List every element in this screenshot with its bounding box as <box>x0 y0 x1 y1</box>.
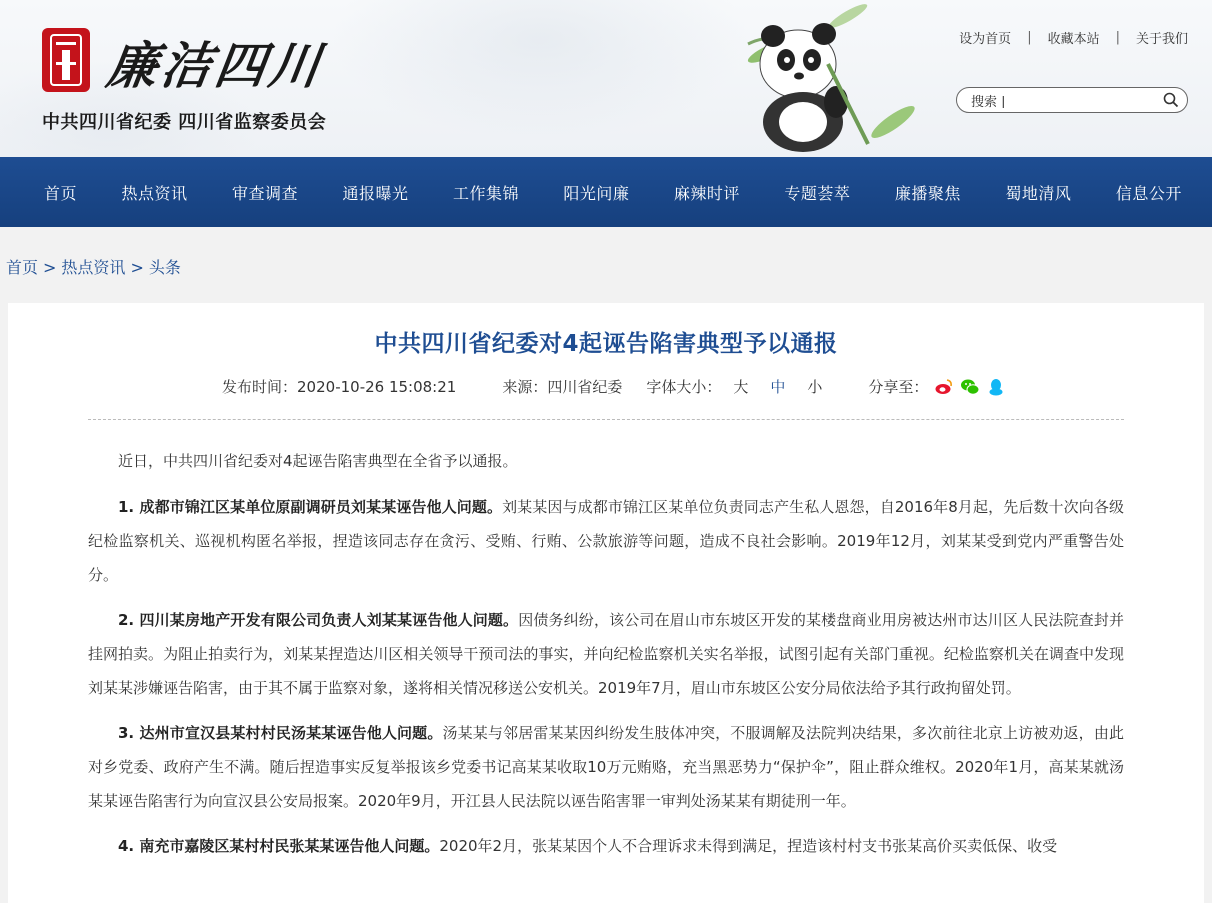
set-homepage-link[interactable]: 设为首页 <box>959 32 1012 47</box>
case-paragraph <box>88 716 1124 818</box>
font-size-small-button[interactable]: 小 <box>807 378 823 396</box>
nav-item-home[interactable]: 首页 <box>44 183 78 203</box>
nav-item-investigation[interactable]: 审查调查 <box>231 183 298 203</box>
source-value: 四川省纪委 <box>547 378 623 396</box>
nav-item-work-highlights[interactable]: 工作集锦 <box>452 183 519 203</box>
case-paragraph <box>88 829 1124 863</box>
article-title: 中共四川省纪委对4起诬告陷害典型予以通报 <box>374 331 838 357</box>
nav-item-special-topics[interactable]: 专题荟萃 <box>784 183 851 203</box>
breadcrumb-home[interactable]: 首页 <box>6 258 39 277</box>
share-label: 分享至： <box>868 378 929 396</box>
search-input[interactable] <box>971 93 1163 108</box>
article-intro: 近日，中共四川省纪委对4起诬告陷害典型在全省予以通报。 <box>118 452 518 470</box>
breadcrumb-current[interactable]: 头条 <box>148 258 181 277</box>
case-paragraph <box>88 603 1124 705</box>
panda-illustration <box>728 4 918 154</box>
nav-item-shu-breeze[interactable]: 蜀地清风 <box>1005 183 1072 203</box>
breadcrumb-section[interactable]: 热点资讯 <box>61 258 126 277</box>
breadcrumb <box>0 227 1212 303</box>
search-box <box>956 87 1188 113</box>
nav-item-commentary[interactable]: 麻辣时评 <box>673 183 740 203</box>
logo-calligraphy[interactable]: 廉洁四川 <box>103 36 328 95</box>
nav-item-broadcast[interactable]: 廉播聚焦 <box>894 183 961 203</box>
article-body <box>88 444 1124 863</box>
weibo-icon[interactable] <box>934 377 954 397</box>
publish-time: 2020-10-26 15:08:21 <box>297 377 457 396</box>
case-heading: 1. 成都市锦江区某单位原副调研员刘某某诬告他人问题。 <box>118 498 503 516</box>
font-size-medium-button[interactable]: 中 <box>770 378 786 396</box>
article-meta <box>88 376 1124 397</box>
case-body: 汤某某与邻居雷某某因纠纷发生肢体冲突，不服调解及法院判决结果，多次前往北京上访被劝返，由此对乡党委、政府产生不满。随后捏造事实反复举报该乡党委书记高某某收取10万元贿赂，充当黑恶势力“保护伞”，阻止群众维权。2020年1月，高某某就汤某某诬告陷害行为向宣汉县公安局报案。2020年9月，开江县人民法院以诬告陷害罪一审判处汤某某有期徒刑一年。 <box>88 724 1124 810</box>
case-body: 2020年2月，张某某因个人不合理诉求未得到满足，捏造该村村支书张某高价买卖低保、收受 <box>439 837 1058 855</box>
separator: | <box>1027 30 1032 45</box>
top-links <box>959 28 1188 47</box>
meta-divider <box>88 419 1124 420</box>
breadcrumb-separator: > <box>43 258 57 277</box>
case-body: 因债务纠纷，该公司在眉山市东坡区开发的某楼盘商业用房被达州市达川区人民法院查封并挂网拍卖。为阻止拍卖行为，刘某某捏造达川区相关领导干预司法的事实，并向纪检监察机关实名举报，试图引起有关部门重视。纪检监察机关在调查中发现刘某某涉嫌诬告陷害，由于其不属于监察对象，遂将相关情况移送公安机关。2019年7月，眉山市东坡区公安分局依法给予其行政拘留处罚。 <box>88 611 1124 697</box>
font-size-large-button[interactable]: 大 <box>733 378 749 396</box>
wechat-icon[interactable] <box>960 377 980 397</box>
ink-background <box>330 0 750 140</box>
case-heading: 2. 四川某房地产开发有限公司负责人刘某某诬告他人问题。 <box>118 611 519 629</box>
case-body: 刘某某因与成都市锦江区某单位负责同志产生私人恩怨，自2016年8月起，先后数十次向各级纪检监察机关、巡视机构匿名举报，捏造该同志存在贪污、受贿、行贿、公款旅游等问题，造成不良社会影响。2019年12月，刘某某受到党内严重警告处分。 <box>88 498 1124 584</box>
about-us-link[interactable]: 关于我们 <box>1135 32 1188 47</box>
case-heading: 4. 南充市嘉陵区某村村民张某某诬告他人问题。 <box>118 837 440 855</box>
case-paragraph <box>88 490 1124 592</box>
nav-item-exposure[interactable]: 通报曝光 <box>342 183 409 203</box>
publish-label: 发布时间： <box>222 378 298 396</box>
font-size-label: 字体大小： <box>646 378 722 396</box>
nav-item-hot-news[interactable]: 热点资讯 <box>121 183 188 203</box>
nav-item-info-disclosure[interactable]: 信息公开 <box>1115 183 1182 203</box>
logo-seal[interactable] <box>42 28 90 92</box>
source-label: 来源： <box>502 378 548 396</box>
article-panel <box>8 303 1204 903</box>
breadcrumb-separator: > <box>130 258 144 277</box>
bookmark-link[interactable]: 收藏本站 <box>1047 32 1100 47</box>
org-name: 中共四川省纪委 四川省监察委员会 <box>42 112 327 133</box>
qq-icon[interactable] <box>986 377 1006 397</box>
nav-item-sunshine-inquiry[interactable]: 阳光问廉 <box>563 183 630 203</box>
separator: | <box>1115 30 1120 45</box>
search-icon[interactable] <box>1163 92 1179 108</box>
case-heading: 3. 达州市宣汉县某村村民汤某某诬告他人问题。 <box>118 724 443 742</box>
site-header <box>0 0 1212 157</box>
main-nav <box>0 157 1212 227</box>
